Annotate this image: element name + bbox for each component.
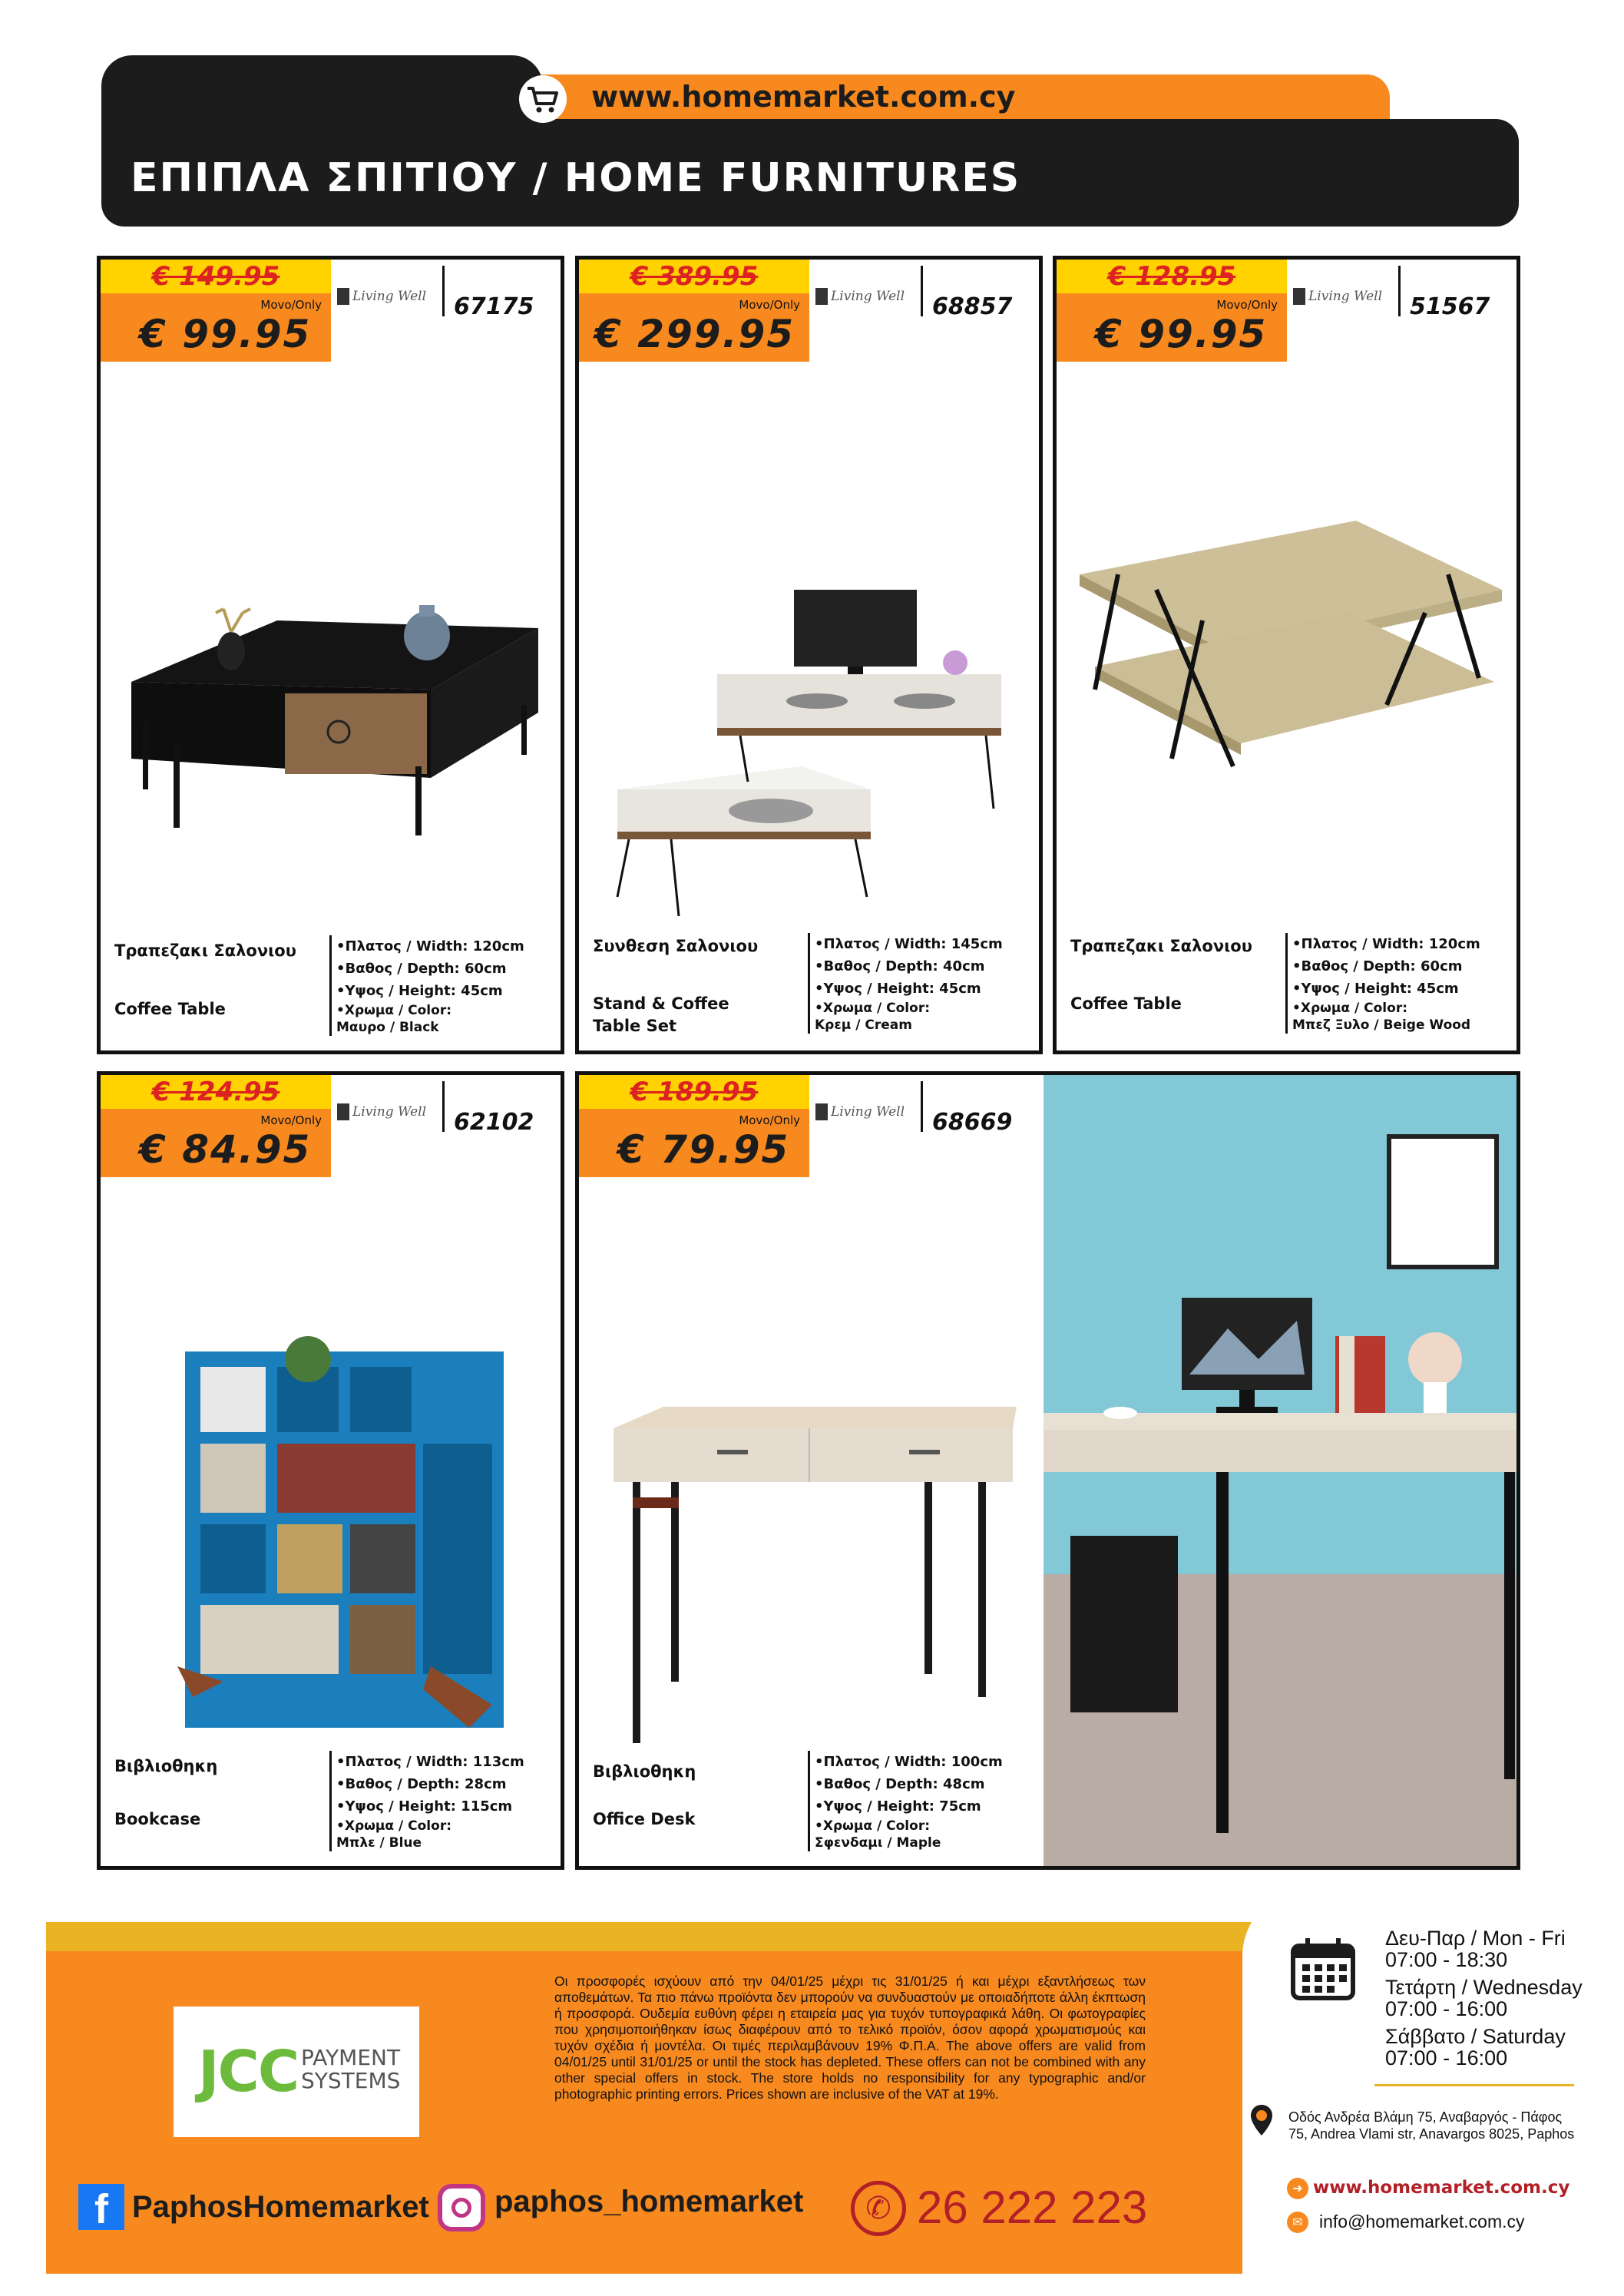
sale-price: € 79.95 bbox=[617, 1127, 790, 1172]
price-box bbox=[1057, 260, 1287, 362]
old-price: € 149.95 bbox=[101, 260, 331, 293]
product-image bbox=[1064, 390, 1510, 943]
old-price: € 128.95 bbox=[1057, 260, 1287, 293]
product-name-en: Coffee Table bbox=[1070, 994, 1182, 1013]
product-specs: •Πλατος / Width: 145cm •Βαθος / Depth: 40cm •Υψος / Height: 45cm •Χρωμα / Color: Κρεμ / Cream bbox=[808, 933, 1046, 1034]
facebook-link[interactable]: PaphosHomemarket bbox=[132, 2190, 429, 2224]
opening-hours: Δευ-Παρ / Mon - Fri 07:00 - 18:30 Τετάρτη / Wednesday 07:00 - 16:00 Σάββατο / Saturday 07:00 - 16:00 bbox=[1385, 1927, 1583, 2069]
product-image bbox=[108, 1206, 554, 1758]
only-label: Movo/Only bbox=[739, 298, 800, 312]
only-label: Movo/Only bbox=[260, 1113, 322, 1127]
old-price: € 124.95 bbox=[101, 1075, 331, 1109]
old-price: € 189.95 bbox=[579, 1075, 809, 1109]
only-label: Movo/Only bbox=[739, 1113, 800, 1127]
email-icon: ✉ bbox=[1287, 2212, 1308, 2233]
lifestyle-photo bbox=[1044, 1075, 1517, 1866]
price-box bbox=[101, 260, 331, 362]
product-image bbox=[587, 1206, 1032, 1758]
product-code: 68669 bbox=[932, 1109, 1013, 1136]
facebook-icon[interactable]: f bbox=[78, 2184, 124, 2230]
product-name-gr: Τραπεζακι Σαλονιου bbox=[114, 941, 296, 960]
instagram-icon[interactable] bbox=[438, 2184, 485, 2231]
price-box bbox=[579, 1075, 809, 1177]
product-code: 67175 bbox=[454, 293, 534, 320]
footer-email[interactable]: info@homemarket.com.cy bbox=[1319, 2212, 1525, 2231]
product-name-en: Coffee Table bbox=[114, 1000, 226, 1018]
shopping-cart-icon bbox=[519, 75, 567, 123]
sale-price: € 84.95 bbox=[139, 1127, 312, 1172]
product-code: 68857 bbox=[932, 293, 1013, 320]
product-image bbox=[108, 390, 554, 943]
product-name-en: Stand & Coffee Table Set bbox=[593, 994, 729, 1035]
product-code: 62102 bbox=[454, 1109, 534, 1136]
web-icon: ➜ bbox=[1287, 2178, 1308, 2199]
product-name-gr: Συνθεση Σαλονιου bbox=[593, 937, 759, 955]
store-address: Οδός Ανδρέα Βλάμη 75, Αναβαργός - Πάφος 75, Andrea Vlami str, Anavargos 8025, Paphos bbox=[1288, 2109, 1575, 2142]
product-specs: •Πλατος / Width: 100cm •Βαθος / Depth: 48cm •Υψος / Height: 75cm •Χρωμα / Color: Σφενδαμι / Maple bbox=[808, 1751, 1046, 1851]
phone-icon: ✆ bbox=[851, 2181, 906, 2236]
product-specs: •Πλατος / Width: 113cm •Βαθος / Depth: 28cm •Υψος / Height: 115cm •Χρωμα / Color: Μπλε / Blue bbox=[329, 1751, 567, 1851]
old-price: € 389.95 bbox=[579, 260, 809, 293]
product-specs: •Πλατος / Width: 120cm •Βαθος / Depth: 60cm •Υψος / Height: 45cm •Χρωμα / Color: Μπεζ Ξυλο / Beige Wood bbox=[1285, 933, 1523, 1034]
product-image bbox=[587, 390, 1032, 943]
only-label: Movo/Only bbox=[1216, 298, 1278, 312]
product-name-gr: Βιβλιοθηκη bbox=[593, 1762, 696, 1781]
product-card[interactable] bbox=[575, 256, 1043, 1054]
sale-price: € 299.95 bbox=[594, 312, 795, 356]
product-card[interactable] bbox=[575, 1071, 1520, 1870]
phone-number[interactable]: 26 222 223 bbox=[917, 2182, 1148, 2233]
product-name-en: Bookcase bbox=[114, 1810, 201, 1828]
sale-price: € 99.95 bbox=[1095, 312, 1268, 356]
disclaimer-text: Οι προσφορές ισχύουν από την 04/01/25 μέχρι τις 31/01/25 ή και μέχρι εξαντλήσεως των αποθεμάτων. Τα πιο πάνω προϊόντα δεν μπορούν να συνδυαστούν με οποιαδήποτε άλλη έκπτωση ή προσφορά. Ουδεμία ευθύνη φέρει η εταιρεία μας για τυχόν τυπογραφικά λάθη. Οι φωτογραφίες που χρησιμοποιήθηκαν ίσως διαφέρουν από το τελικό προϊόν, όσον αφορά χρωματισμούς και τυχόν σχέδια ή μοντέλα. Οι τιμές περιλαμβάνουν 19% Φ.Π.Α. The above offers are valid from 04/01/25 until 31/01/25 or until the stock has depleted. These offers can not be combined with any other special offers in stock. The store holds no responsibility for any typographic and/or photographic printing errors. Prices shown are inclusive of the VAT at 19%. bbox=[554, 1973, 1146, 2102]
brand-logo: Living Well bbox=[815, 266, 923, 316]
product-name-gr: Βιβλιοθηκη bbox=[114, 1757, 218, 1775]
product-specs: •Πλατος / Width: 120cm •Βαθος / Depth: 60cm •Υψος / Height: 45cm •Χρωμα / Color: Μαυρο / Black bbox=[329, 935, 567, 1036]
jcc-logo: JCC PAYMENT SYSTEMS bbox=[174, 2007, 419, 2137]
footer-website[interactable]: www.homemarket.com.cy bbox=[1313, 2178, 1570, 2198]
divider bbox=[1374, 2084, 1574, 2086]
location-pin-icon bbox=[1250, 2104, 1273, 2136]
price-box bbox=[101, 1075, 331, 1177]
only-label: Movo/Only bbox=[260, 298, 322, 312]
brand-logo: Living Well bbox=[815, 1081, 923, 1132]
footer-stripe bbox=[46, 1922, 1290, 1951]
product-card[interactable] bbox=[97, 1071, 564, 1870]
product-code: 51567 bbox=[1410, 293, 1490, 320]
brand-logo: Living Well bbox=[337, 266, 445, 316]
product-name-gr: Τραπεζακι Σαλονιου bbox=[1070, 937, 1252, 955]
calendar-icon bbox=[1290, 1937, 1356, 2001]
header-url[interactable]: www.homemarket.com.cy bbox=[591, 80, 1016, 114]
product-card[interactable] bbox=[97, 256, 564, 1054]
brand-logo: Living Well bbox=[337, 1081, 445, 1132]
price-box bbox=[579, 260, 809, 362]
sale-price: € 99.95 bbox=[139, 312, 312, 356]
product-card[interactable] bbox=[1053, 256, 1520, 1054]
product-name-en: Office Desk bbox=[593, 1810, 696, 1828]
instagram-link[interactable]: paphos_homemarket bbox=[494, 2185, 804, 2218]
page-title: ΕΠΙΠΛΑ ΣΠΙΤΙΟΥ / HOME FURNITURES bbox=[131, 155, 1021, 201]
brand-logo: Living Well bbox=[1293, 266, 1401, 316]
